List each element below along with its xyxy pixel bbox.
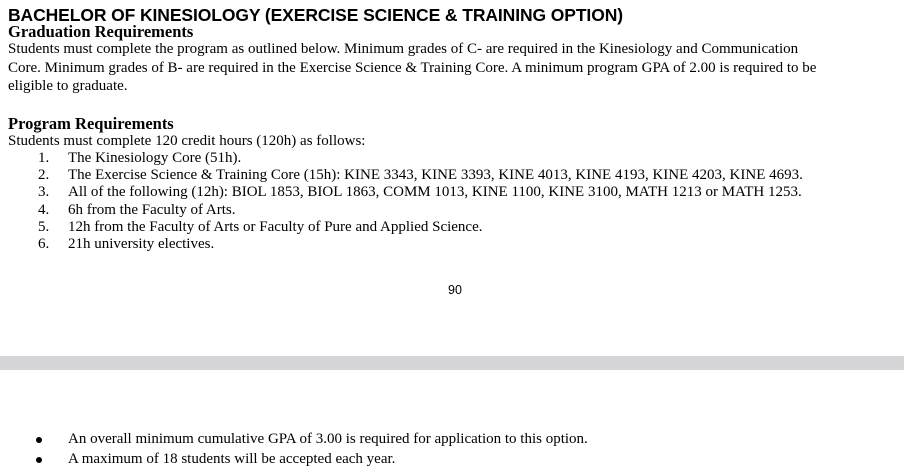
list-text: 12h from the Faculty of Arts or Faculty of Pure and Applied Science. bbox=[68, 218, 483, 235]
graduation-paragraph-line: Core. Minimum grades of B- are required in the Exercise Science & Training Core. A minimum program GPA of 2.00 is required to be bbox=[8, 60, 817, 76]
graduation-paragraph-line: Students must complete the program as outlined below. Minimum grades of C- are required in the Kinesiology and Communication bbox=[8, 41, 799, 57]
list-text: The Exercise Science & Training Core (15h): KINE 3343, KINE 3393, KINE 4013, KINE 4193, KINE 4203, KINE 4693. bbox=[68, 167, 803, 184]
list-number: 3. bbox=[38, 184, 50, 201]
graduation-requirements-heading: Graduation Requirements bbox=[8, 22, 194, 41]
list-text: A maximum of 18 students will be accepted each year. bbox=[68, 451, 396, 467]
list-number: 6. bbox=[38, 235, 50, 252]
page-separator bbox=[0, 356, 904, 370]
list-text: 6h from the Faculty of Arts. bbox=[68, 201, 236, 218]
list-text: All of the following (12h): BIOL 1853, BIOL 1863, COMM 1013, KINE 1100, KINE 3100, MATH 1213 or MATH 1253. bbox=[68, 184, 802, 201]
program-intro: Students must complete 120 credit hours (120h) as follows: bbox=[8, 133, 366, 149]
bullet-icon bbox=[36, 457, 42, 463]
page-title: BACHELOR OF KINESIOLOGY (EXERCISE SCIENCE & TRAINING OPTION) bbox=[8, 5, 623, 25]
list-text: An overall minimum cumulative GPA of 3.00 is required for application to this option. bbox=[68, 431, 588, 447]
list-number: 2. bbox=[38, 167, 50, 184]
page-number: 90 bbox=[448, 283, 462, 297]
list-number: 5. bbox=[38, 218, 50, 235]
bullet-icon bbox=[36, 437, 42, 443]
program-requirements-heading: Program Requirements bbox=[8, 114, 174, 133]
list-text: The Kinesiology Core (51h). bbox=[68, 150, 242, 166]
list-number: 4. bbox=[38, 201, 50, 218]
graduation-paragraph-line: eligible to graduate. bbox=[8, 78, 128, 94]
list-number: 1. bbox=[38, 150, 50, 166]
list-text: 21h university electives. bbox=[68, 235, 215, 252]
